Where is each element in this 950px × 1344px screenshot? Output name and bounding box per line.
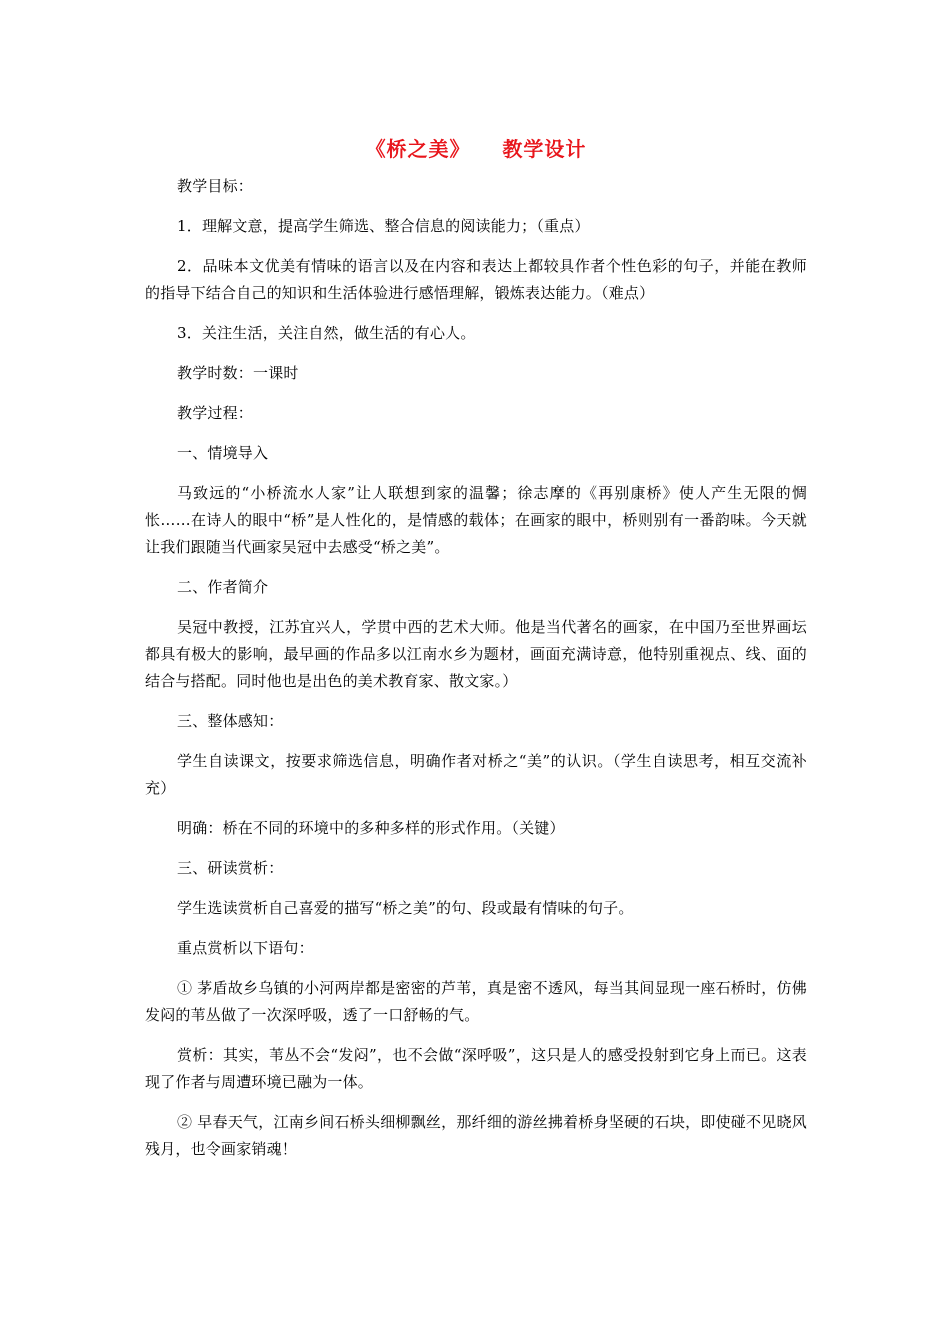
paragraph-clarify: 明确：桥在不同的环境中的多种多样的形式作用。（关键） xyxy=(177,819,565,837)
paragraph-key-sentences: 重点赏析以下语句： xyxy=(177,939,314,957)
paragraph-process-heading: 教学过程： xyxy=(177,404,254,422)
paragraph-section-author: 二、作者简介 xyxy=(177,578,269,596)
paragraph-goal-3: 3．关注生活，关注自然，做生活的有心人。 xyxy=(177,324,476,342)
paragraph-overview-text: 学生自读课文，按要求筛选信息，明确作者对桥之“美”的认识。（学生自读思考，相互交流补充） xyxy=(145,752,807,797)
document-body xyxy=(145,173,807,1163)
document-title: 《桥之美》 教学设计 xyxy=(365,137,587,161)
paragraph-goals-heading: 教学目标： xyxy=(177,177,254,195)
document-page xyxy=(145,135,807,1176)
paragraph-analysis-text: 学生选读赏析自己喜爱的描写“桥之美”的句、段或最有情味的句子。 xyxy=(177,899,634,917)
paragraph-author-text: 吴冠中教授，江苏宜兴人，学贯中西的艺术大师。他是当代著名的画家，在中国乃至世界画坛都具有极大的影响，最早画的作品多以江南水乡为题材，画面充满诗意，他特别重视点、线、面的结合与搭配。同时他也是出色的美术教育家、散文家。） xyxy=(145,618,807,690)
paragraph-section-intro: 一、情境导入 xyxy=(177,444,269,462)
paragraph-section-analysis: 三、研读赏析： xyxy=(177,859,284,877)
paragraph-lesson-hours: 教学时数：一课时 xyxy=(177,364,299,382)
paragraph-intro-text: 马致远的“小桥流水人家”让人联想到家的温馨；徐志摩的《再别康桥》使人产生无限的惆怅……在诗人的眼中“桥”是人性化的，是情感的载体；在画家的眼中，桥则别有一番韵味。今天就让我们跟随当代画家吴冠中去感受“桥之美”。 xyxy=(145,484,807,556)
paragraph-goal-1: 1．理解文意，提高学生筛选、整合信息的阅读能力；（重点） xyxy=(177,217,590,235)
paragraph-goal-2: 2．品味本文优美有情味的语言以及在内容和表达上都较具作者个性色彩的句子，并能在教师的指导下结合自己的知识和生活体验进行感悟理解，锻炼表达能力。（难点） xyxy=(145,257,807,302)
paragraph-sentence-1: ① 茅盾故乡乌镇的小河两岸都是密密的芦苇，真是密不透风，每当其间显现一座石桥时，仿佛发闷的苇丛做了一次深呼吸，透了一口舒畅的气。 xyxy=(145,979,807,1024)
paragraph-appreciation-1: 赏析：其实，苇丛不会“发闷”，也不会做“深呼吸”，这只是人的感受投射到它身上而已。这表现了作者与周遭环境已融为一体。 xyxy=(145,1046,807,1091)
paragraph-sentence-2: ② 早春天气，江南乡间石桥头细柳飘丝，那纤细的游丝拂着桥身坚硬的石块，即使碰不见晓风残月，也令画家销魂！ xyxy=(145,1113,807,1158)
paragraph-section-overview: 三、整体感知： xyxy=(177,712,284,730)
